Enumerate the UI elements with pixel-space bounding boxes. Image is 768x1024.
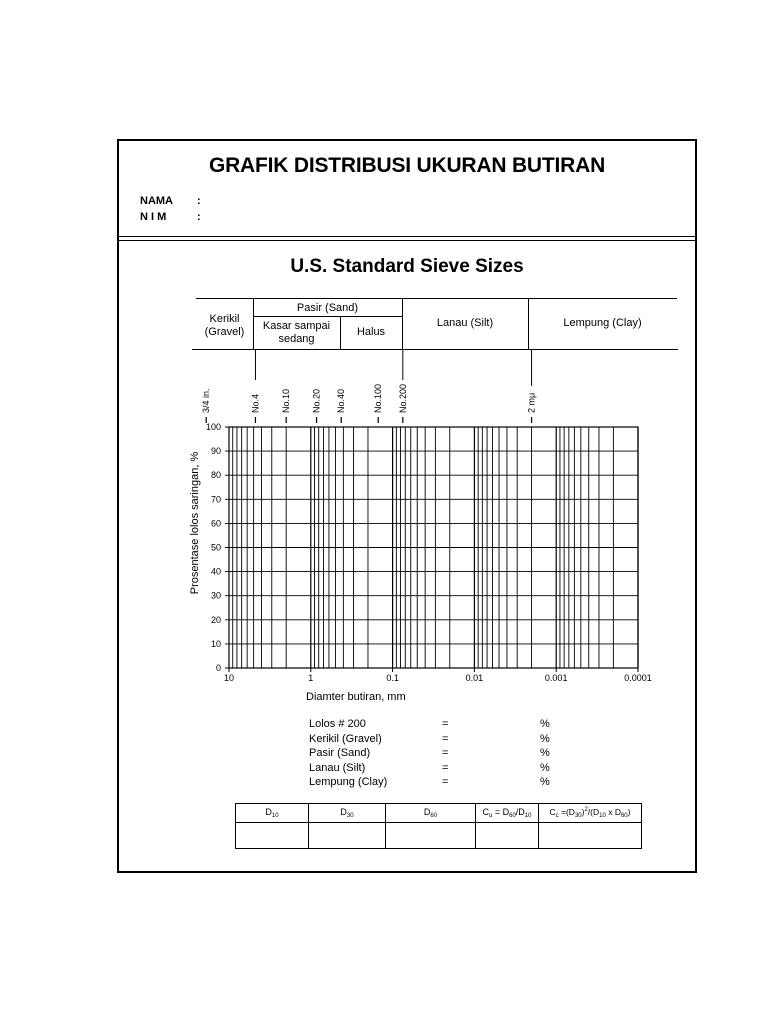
x-tick-label: 0.001 [544, 673, 568, 683]
sieve-label: 3/4 in. [201, 388, 212, 413]
result-label-gravel: Kerikil (Gravel) [309, 733, 382, 745]
y-tick-label: 90 [210, 446, 221, 457]
result-label-lolos: Lolos # 200 [309, 718, 366, 730]
d30-value-cell[interactable] [309, 823, 386, 849]
x-tick-label: 0.0001 [624, 673, 652, 683]
sieve-label: No.4 [250, 393, 261, 413]
result-label-clay: Lempung (Clay) [309, 776, 388, 788]
y-tick-label: 100 [205, 422, 221, 432]
nim-colon: : [197, 211, 201, 223]
sieve-label: No.40 [336, 388, 347, 413]
d60-value-cell[interactable] [386, 823, 476, 849]
x-tick-label: 10 [223, 673, 235, 683]
result-eq: = [442, 733, 449, 745]
x-tick-label: 1 [308, 673, 314, 683]
result-unit: % [540, 733, 550, 745]
page-title: GRAFIK DISTRIBUSI UKURAN BUTIRAN [208, 154, 606, 177]
result-eq: = [442, 762, 449, 774]
cu-value-cell[interactable] [476, 823, 539, 849]
coarse-label-1: Kasar sampai [262, 320, 331, 332]
y-tick-label: 30 [210, 590, 221, 601]
result-eq: = [442, 718, 449, 730]
result-eq: = [442, 747, 449, 759]
result-label-silt: Lanau (Silt) [309, 762, 366, 774]
gravel-label-1: Kerikil [209, 313, 240, 325]
d10-value-cell[interactable] [236, 823, 309, 849]
x-tick-label: 0.01 [465, 673, 484, 683]
d60-header: $D_{60}$ [386, 804, 476, 823]
nim-label: N I M [140, 211, 167, 223]
sieve-markers [201, 349, 536, 423]
silt-label: Lanau (Silt) [436, 317, 494, 329]
x-tick-label: 0.1 [386, 673, 399, 683]
fine-label: Halus [356, 326, 386, 338]
gravel-label-2: (Gravel) [204, 326, 245, 338]
sieve-label: 2 mμ [526, 392, 537, 413]
cu-header: $C_u = D_{60}/D_{10}$ [476, 804, 539, 823]
coarse-label-2: sedang [278, 333, 315, 345]
d30-header: $D_{30}$ [309, 804, 386, 823]
y-tick-label: 0 [215, 663, 221, 673]
sieve-label: No.100 [373, 383, 384, 413]
y-tick-label: 10 [210, 638, 221, 649]
y-tick-label: 80 [210, 470, 221, 481]
chart-grid [225, 427, 638, 668]
sieve-label: No.10 [281, 388, 292, 413]
cc-value-cell[interactable] [539, 823, 642, 849]
y-tick-label: 20 [210, 614, 221, 625]
nama-label: NAMA [140, 195, 173, 207]
chart-subtitle: U.S. Standard Sieve Sizes [290, 256, 524, 277]
result-label-sand: Pasir (Sand) [309, 747, 371, 759]
sieve-label: No.200 [397, 383, 408, 413]
d10-header: $D_{10}$ [236, 804, 309, 823]
result-eq: = [442, 776, 449, 788]
sand-label: Pasir (Sand) [296, 302, 359, 314]
x-axis-label: Diamter butiran, mm [306, 691, 406, 703]
result-unit: % [540, 762, 550, 774]
nama-colon: : [197, 195, 201, 207]
sieve-label: No.20 [311, 388, 322, 413]
d-values-table [235, 803, 642, 849]
result-unit: % [540, 776, 550, 788]
result-unit: % [540, 747, 550, 759]
y-axis-label: Prosentase lolos saringan, % [189, 451, 201, 595]
y-tick-label: 60 [210, 518, 221, 529]
cc-header: $C_c =(D_{30})^2/(D_{10}$ x $D_{60}$) [539, 804, 642, 823]
y-tick-label: 70 [210, 494, 221, 505]
y-tick-label: 40 [210, 566, 221, 577]
clay-label: Lempung (Clay) [563, 317, 642, 329]
y-tick-label: 50 [210, 542, 221, 553]
result-unit: % [540, 718, 550, 730]
